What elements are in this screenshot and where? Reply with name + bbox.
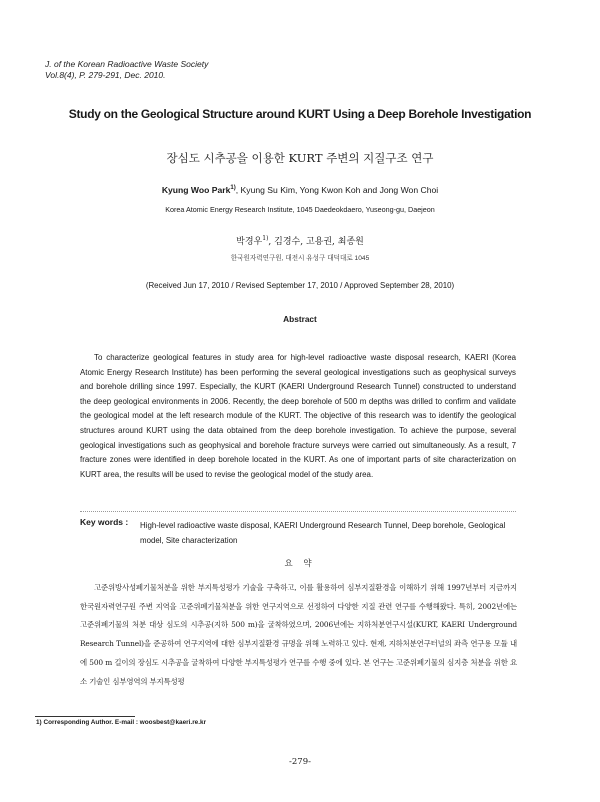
author-list-korean bbox=[60, 234, 540, 247]
co-authors: , Kyung Su Kim, Yong Kwon Koh and Jong Won Choi bbox=[235, 185, 439, 195]
affiliation: Korea Atomic Energy Research Institute, 1045 Daedeokdaero, Yuseong-gu, Daejeon bbox=[165, 205, 435, 214]
lead-author-korean: 박경우 bbox=[236, 237, 263, 247]
lead-author: Kyung Woo Park bbox=[161, 185, 231, 195]
lead-author-korean-mark: 1) bbox=[262, 235, 269, 242]
footnote-divider bbox=[35, 716, 135, 717]
journal-volume: Vol.8(4), P. 279-291, Dec. 2010. bbox=[45, 70, 166, 80]
abstract-body: To characterize geological features in study area for high-level radioactive waste disposal research, KAERI (Korea Atomic Energy Research Institute) has been performing the several geological investigations such as geophysical surveys and borehole drilling since 1997. Especially, the KURT (KAERI Underground Research Tunnel) constructed to understand the deep geological environments in 2006. Recently, the deep borehole of 500 m depths was drilled to confirm and validate the geological model at the left research module of the KURT. The objective of this research was to identify the geological structures around KURT using the data obtained from the deep borehole investigation. To achieve the purpose, several geological investigations such as geophysical and borehole fracture surveys were carried out simultaneously. As a result, 7 fracture zones were identified in deep borehole located in the KURT. As one of important parts of site characterization on KURT area, the results will be used to revise the geological model of the study area. bbox=[80, 353, 516, 479]
affiliation-korean: 한국원자력연구원, 대전시 유성구 대덕대로 1045 bbox=[230, 255, 370, 262]
received-dates: (Received Jun 17, 2010 / Revised September 17, 2010 / Approved September 28, 2010) bbox=[145, 281, 455, 290]
lead-author-mark: 1) bbox=[230, 185, 236, 192]
co-authors-korean: , 김경수, 고용권, 최종원 bbox=[268, 237, 364, 247]
author-list bbox=[60, 185, 540, 195]
page-number: -279- bbox=[289, 757, 311, 767]
corresponding-author-footnote: 1) Corresponding Author. E-mail : woosbest@kaeri.re.kr bbox=[36, 719, 207, 726]
paper-title-korean: 장심도 시추공을 이용한 KURT 주변의 지질구조 연구 bbox=[166, 151, 434, 165]
summary-heading: 요 약 bbox=[284, 559, 316, 569]
summary-body: 고준위방사성폐기물처분을 위한 부지특성평가 기술을 구축하고, 이를 활용하여 심부지질환경을 이해하기 위해 1997년부터 지금까지 한국원자력연구원 주변 지역을 고준위폐기물처분을 위한 연구지역으로 선정하여 다양한 지질 관련 연구를 수행해왔다. 특히, 2002년에는 고준위폐기물의 처분 대상 심도의 시추공(지하 500 m)을 굴착하였으며, 2006년에는 지하처분연구시설(KURT, KAERI Underground Research Tunnel)을 준공하여 연구지역에 대한 심부지질환경 규명을 위해 노력하고 있다. 현재, 지하처분연구터널의 좌측 연구용 모듈 내에 500 m 길이의 장심도 시추공을 굴착하여 다양한 부지특성평가 연구를 수행 중에 있다. 본 연구는 고준위폐기물의 심지층 처분을 위한 요소 기술인 심부영역의 부지특성평 bbox=[80, 583, 517, 686]
journal-name: J. of the Korean Radioactive Waste Society bbox=[45, 59, 209, 69]
paper-title: Study on the Geological Structure around KURT Using a Deep Borehole Investigation bbox=[68, 107, 532, 121]
journal-citation bbox=[45, 59, 208, 81]
keywords-text: High-level radioactive waste disposal, KAERI Underground Research Tunnel, Deep borehole, Geological model, Site characterization bbox=[140, 521, 506, 545]
keywords-divider bbox=[80, 511, 516, 512]
keywords-label: Key words : bbox=[80, 517, 129, 527]
abstract-heading: Abstract bbox=[283, 314, 317, 324]
